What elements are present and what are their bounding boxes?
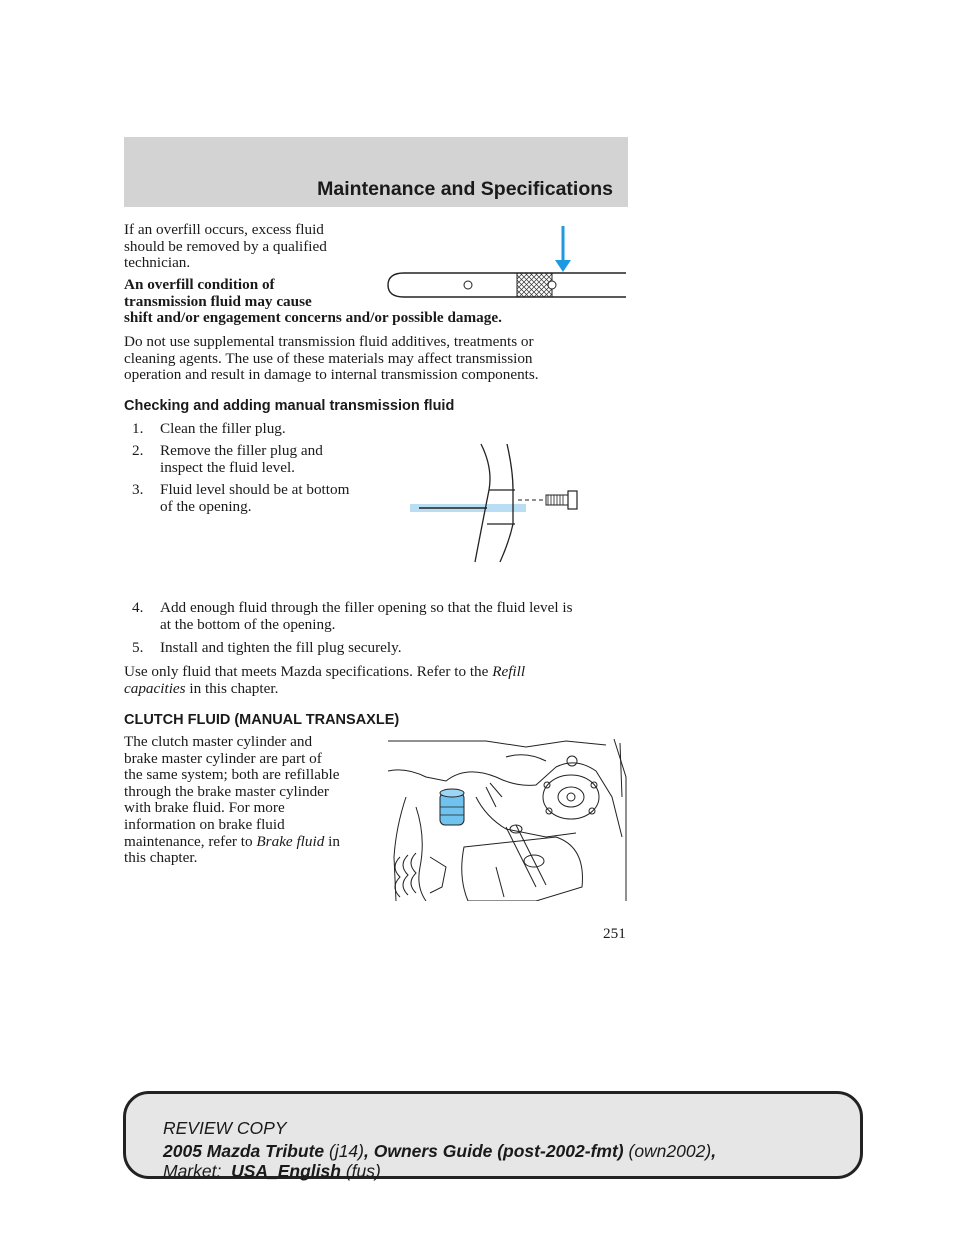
text-line: operation and result in damage to internal transmission components. [124, 366, 539, 384]
footer-market: USA_English [231, 1161, 341, 1181]
footer-market-label: Market: [163, 1161, 232, 1181]
full-mark [548, 281, 556, 289]
warning-line: An overfill condition of [124, 276, 275, 293]
strut-mount [558, 787, 584, 807]
step-text: Remove the filler plug and [160, 442, 323, 459]
hose-clamp [510, 825, 522, 833]
refill-capacities-reference: Refill [492, 663, 526, 680]
text-line: The clutch master cylinder and [124, 733, 313, 750]
text-line: information on brake fluid [124, 815, 285, 833]
note-text: Use only fluid that meets Mazda specifications. Refer to the [124, 663, 493, 680]
fender-edge [614, 739, 626, 901]
list-item [132, 640, 632, 657]
dipstick-outline [388, 273, 626, 297]
list-item [132, 421, 382, 438]
step-text: Fluid level should be at bottom [160, 481, 350, 498]
text-line: this chapter. [124, 849, 198, 867]
footer-document-line [163, 1141, 716, 1162]
brake-fluid-reference: Brake fluid [256, 832, 325, 850]
step-text: of the opening. [160, 497, 252, 515]
bellows [395, 857, 400, 897]
bolt-head [567, 756, 577, 766]
review-copy-footer [123, 1091, 863, 1179]
fender-line [620, 743, 622, 797]
fluid-spec-note [124, 664, 594, 697]
refill-capacities-reference: capacities [124, 679, 186, 697]
list-item [132, 482, 382, 516]
clutch-reservoir-icon [440, 789, 464, 825]
clutch-paragraph [124, 734, 340, 867]
case-wall-inner [500, 444, 513, 562]
step-text: Add enough fluid through the filler opening so that the fluid level is [160, 599, 573, 616]
text-line: cleaning agents. The use of these materials may affect transmission [124, 349, 533, 367]
step-number: 5. [132, 639, 144, 656]
filler-plug-bolt-icon [568, 491, 577, 509]
text-line: with brake fluid. For more [124, 799, 285, 817]
warning-line: shift and/or engagement concerns and/or possible damage. [124, 309, 502, 327]
hood-edge [388, 741, 606, 747]
hose-line [496, 867, 504, 897]
review-copy-text: REVIEW COPY [163, 1118, 287, 1138]
text-line: in [324, 832, 340, 850]
review-copy-label [163, 1118, 287, 1139]
text-line: If an overfill occurs, excess fluid [124, 221, 324, 238]
text-line: maintenance, refer to [124, 832, 257, 850]
engine-bay-illustration [386, 737, 628, 901]
text-line: the same system; both are refillable [124, 766, 340, 784]
bellows [411, 853, 416, 893]
step-number: 4. [132, 599, 144, 616]
text-line: technician. [124, 254, 191, 272]
step-text: inspect the fluid level. [160, 458, 295, 476]
wiring-line [506, 755, 546, 761]
wiring-line [486, 783, 502, 807]
text-line: through the brake master cylinder [124, 782, 329, 800]
text-line: brake master cylinder are part of [124, 749, 322, 767]
page-number: 251 [603, 925, 626, 942]
crosshatch-range [517, 273, 552, 297]
step-text: Clean the filler plug. [160, 420, 286, 437]
step-text: Install and tighten the fill plug securely. [160, 639, 402, 656]
step-number: 2. [132, 442, 144, 459]
arrow-down-icon [555, 260, 571, 272]
overfill-paragraph [124, 222, 327, 272]
engine-part [430, 857, 446, 893]
footer-comma: , [711, 1141, 717, 1161]
dipstick-illustration [384, 222, 628, 302]
text-line: should be removed by a qualified [124, 237, 327, 255]
filler-plug-illustration [405, 440, 585, 565]
bellows [403, 855, 408, 895]
footer-market-code: (fus) [340, 1161, 381, 1181]
case-wall-outer [475, 444, 490, 562]
warning-line: transmission fluid may cause [124, 292, 312, 310]
hose-line [416, 807, 426, 901]
additives-paragraph [124, 334, 539, 384]
footer-market-line [163, 1161, 381, 1182]
list-item [132, 443, 382, 477]
engine-outline [394, 797, 406, 901]
footer-model: 2005 Mazda Tribute [163, 1141, 325, 1161]
section-title: Maintenance and Specifications [317, 178, 613, 200]
footer-guide: , Owners Guide (post-2002-fmt) [364, 1141, 624, 1161]
manual-transmission-heading: Checking and adding manual transmission fluid [124, 398, 455, 414]
text-line: Do not use supplemental transmission fluid additives, treatments or [124, 333, 534, 350]
footer-guide-code: (own2002) [623, 1141, 712, 1161]
step-number: 3. [132, 481, 144, 498]
low-mark [464, 281, 472, 289]
step-text: at the bottom of the opening. [160, 615, 336, 633]
clutch-fluid-heading: CLUTCH FLUID (MANUAL TRANSAXLE) [124, 712, 400, 728]
list-item [132, 600, 632, 634]
strut-nut [567, 793, 575, 801]
air-filter-box [462, 837, 583, 901]
step-number: 1. [132, 420, 144, 437]
footer-model-code: (j14) [324, 1141, 364, 1161]
section-header-band [124, 137, 628, 207]
note-text: in this chapter. [185, 679, 279, 697]
firewall-line [388, 763, 622, 837]
